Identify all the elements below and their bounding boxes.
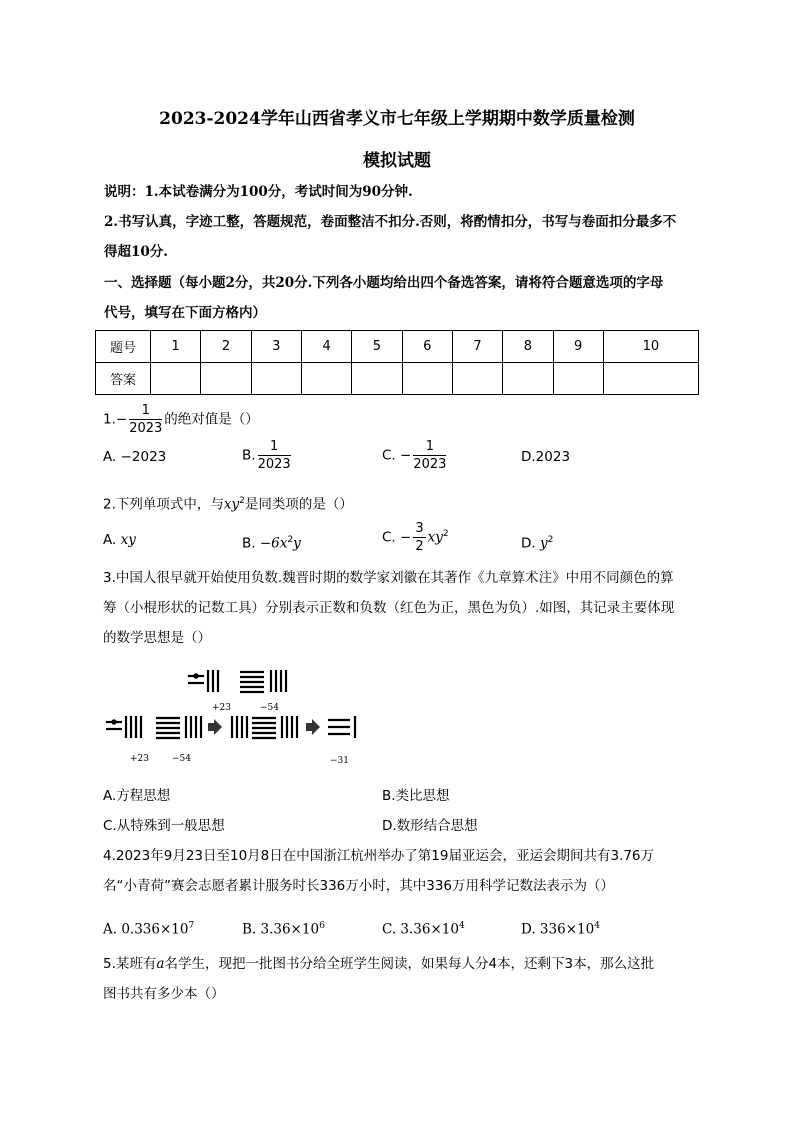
answer-cell[interactable] [201, 363, 251, 395]
q1-option-b[interactable]: B. $\frac{1}{2023}$ [242, 439, 291, 472]
q5-line2: 图书共有多少本（） [103, 986, 225, 1002]
counting-rods-figure [100, 666, 370, 776]
answer-cell[interactable] [151, 363, 201, 395]
q3-option-c[interactable]: C.从特殊到一般思想 [103, 818, 225, 834]
fig-label-p23: +23 [130, 754, 149, 764]
table-cell-number: 5 [352, 331, 402, 363]
answer-cell[interactable] [301, 363, 351, 395]
table-cell-number: 4 [301, 331, 351, 363]
answer-cell[interactable] [503, 363, 553, 395]
q3-option-d[interactable]: D.数形结合思想 [382, 818, 478, 834]
q4-option-d[interactable]: D. $336\times 10^4$ [521, 921, 600, 938]
q2-option-d[interactable]: D. $y^2$ [521, 535, 554, 552]
q2-option-a[interactable]: A. xy [103, 532, 136, 548]
q4-line1: 4.2023年9月23日至10月8日在中国浙江杭州举办了第19届亚运会，亚运会期间共有3.76万 [103, 848, 655, 864]
question-1: 1.− $\frac{1}{2023}$ 的绝对值是（） [103, 403, 259, 436]
fraction: $\frac{1}{2023}$ [129, 403, 163, 436]
table-row [96, 363, 699, 395]
answer-cell[interactable] [352, 363, 402, 395]
q5-line1: 5.某班有a名学生，现把一批图书分给全班学生阅读，如果每人分4本，还剩下3本，那么这批 [103, 956, 655, 972]
fig-label-m54: −54 [172, 754, 191, 764]
fig-label-top-m54: −54 [260, 703, 279, 713]
page-title: 2023-2024学年山西省孝义市七年级上学期期中数学质量检测 [159, 109, 635, 129]
q3-line2: 筹（小棍形状的记数工具）分别表示正数和负数（红色为正，黑色为负）.如图，其记录主要体现 [103, 600, 675, 616]
table-header-label: 题号 [96, 331, 151, 363]
q1-option-c[interactable]: C. − $\frac{1}{2023}$ [382, 439, 447, 472]
table-cell-number: 8 [503, 331, 553, 363]
table-cell-number: 9 [553, 331, 603, 363]
section1-line1: 一、选择题（每小题2分，共20分.下列各小题均给出四个备选答案，请将符合题意选项的字母 [104, 275, 664, 291]
q2-option-b[interactable]: B. $-6x^2y$ [242, 535, 301, 552]
q4-option-c[interactable]: C. $3.36\times 10^4$ [382, 921, 465, 938]
q3-line1: 3.中国人很早就开始使用负数.魏晋时期的数学家刘徽在其著作《九章算术注》中用不同颜色的算 [103, 570, 674, 586]
q1-option-d[interactable]: D.2023 [521, 449, 571, 465]
q1-option-a[interactable]: A. −2023 [103, 449, 167, 465]
table-row [96, 331, 699, 363]
answer-table [95, 330, 699, 395]
q4-option-b[interactable]: B. $3.36\times 10^6$ [242, 921, 325, 938]
arrow-right-icon [208, 719, 222, 735]
table-cell-number: 7 [452, 331, 502, 363]
q4-option-a[interactable]: A. $0.336\times 10^7$ [103, 921, 195, 938]
q3-line3: 的数学思想是（） [103, 630, 211, 646]
note-2a: 2.书写认真，字迹工整，答题规范，卷面整洁不扣分.否则，将酌情扣分，书写与卷面扣分最多不 [104, 214, 677, 230]
answer-cell[interactable] [603, 363, 698, 395]
question-2: 2.下列单项式中，与$xy^2$是同类项的是（） [103, 496, 353, 513]
fig-label-top-p23: +23 [212, 703, 231, 713]
section1-line2: 代号，填写在下面方格内） [104, 305, 266, 321]
answer-cell[interactable] [553, 363, 603, 395]
answer-cell[interactable] [402, 363, 452, 395]
table-cell-number: 1 [151, 331, 201, 363]
note-2b: 得超10分. [104, 244, 168, 260]
note-1: 说明：1.本试卷满分为100分，考试时间为90分钟. [104, 184, 413, 200]
table-cell-number: 2 [201, 331, 251, 363]
table-cell-number: 6 [402, 331, 452, 363]
page-subtitle: 模拟试题 [363, 151, 431, 171]
table-cell-number: 10 [603, 331, 698, 363]
fig-label-m31: −31 [330, 756, 349, 766]
q4-line2: 名“小青荷”赛会志愿者累计服务时长336万小时，其中336万用科学记数法表示为（） [103, 878, 615, 894]
answer-cell[interactable] [251, 363, 301, 395]
table-cell-number: 3 [251, 331, 301, 363]
q3-option-a[interactable]: A.方程思想 [103, 788, 171, 804]
q2-option-c[interactable]: C. − $\frac{3}{2}$ $xy^2$ [382, 521, 449, 554]
q3-option-b[interactable]: B.类比思想 [382, 788, 450, 804]
table-answer-label: 答案 [96, 363, 151, 395]
answer-cell[interactable] [452, 363, 502, 395]
arrow-right-icon [306, 719, 320, 735]
